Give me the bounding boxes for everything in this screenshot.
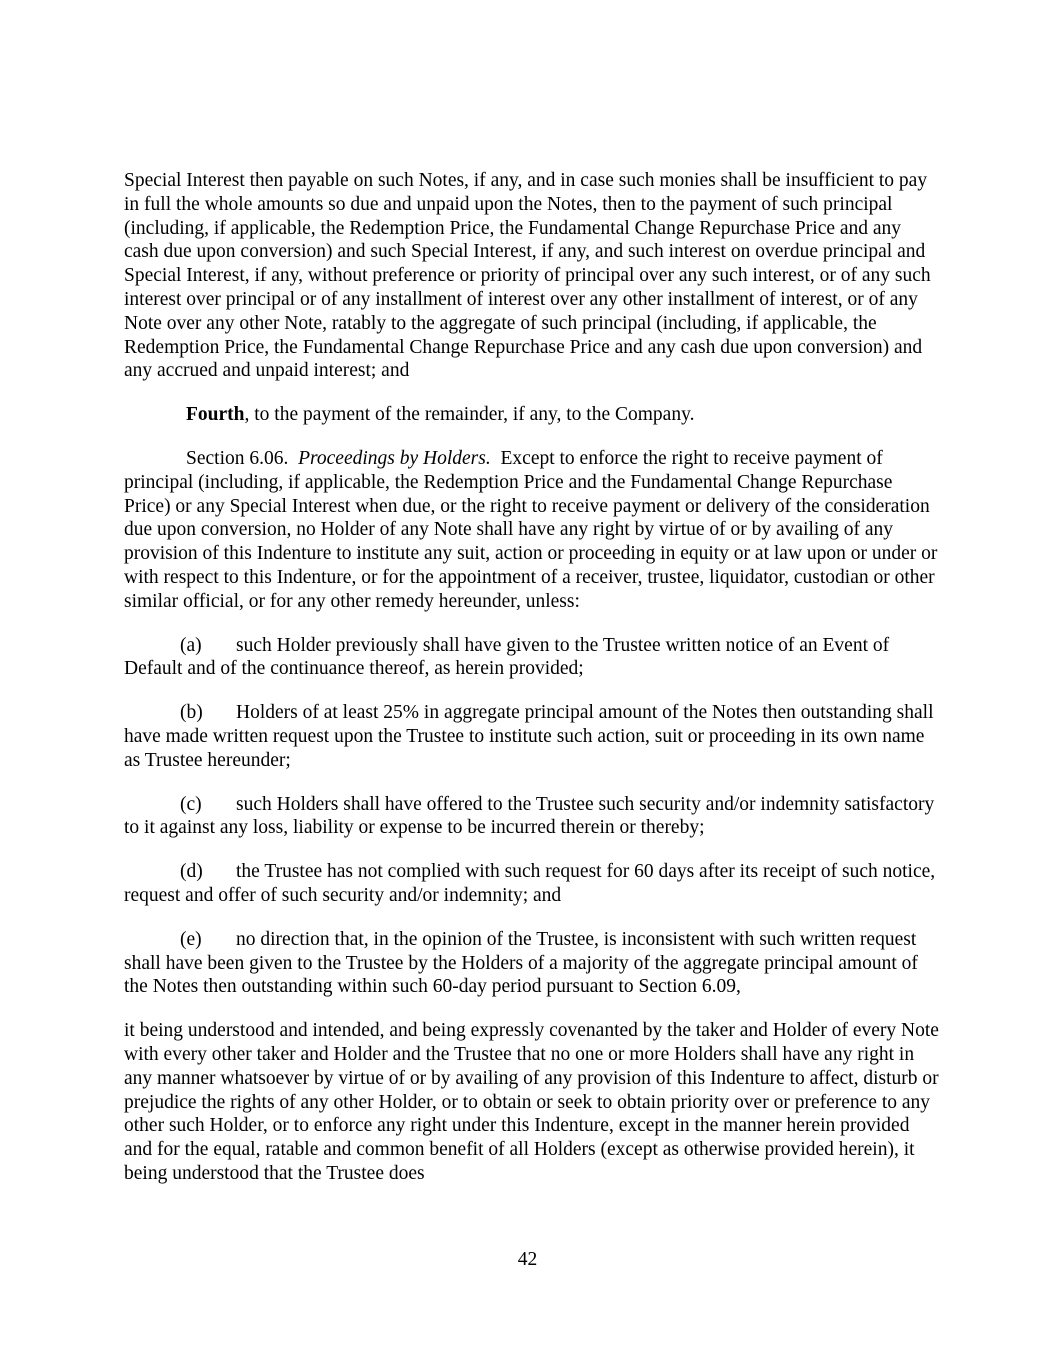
item-text: Holders of at least 25% in aggregate principal amount of the Notes then outstanding shall have made written request upon the Trustee to institute such action, suit or proceeding in its own name as Trustee hereunder; [124, 702, 934, 771]
list-item-b [124, 701, 940, 772]
item-text: the Trustee has not complied with such request for 60 days after its receipt of such notice, request and offer of such security and/or indemnity; and [124, 861, 936, 906]
list-item-d [124, 860, 940, 908]
section-number: Section 6.06. [186, 447, 289, 469]
list-item-a [124, 634, 940, 682]
section-6-06 [124, 447, 940, 614]
item-label: (e) [180, 928, 202, 950]
item-text: such Holders shall have offered to the Trustee such security and/or indemnity satisfactory to it against any loss, liability or expense to be incurred therein or thereby; [124, 793, 935, 839]
section-text: Except to enforce the right to receive payment of principal (including, if applicable, the Redemption Price and the Fundamental Change Repurchase Price) or any Special Interest when due, or the right to receive payment or delivery of the consideration due upon conversion, no Holder of any Note shall have any right by virtue of or by availing of any provision of this Indenture to institute any suit, action or proceeding in equity or at law upon or under or with respect to this Indenture, or for the appointment of a receiver, trustee, liquidator, custodian or other similar official, or for any other remedy hereunder, unless: [124, 447, 938, 612]
item-label: (b) [180, 702, 203, 724]
item-label: (c) [180, 793, 202, 815]
fourth-text: , to the payment of the remainder, if any, to the Company. [244, 404, 695, 426]
paragraph-fourth [124, 403, 940, 427]
paragraph-closing: it being understood and intended, and being expressly covenanted by the taker and Holder of every Note with every other taker and Holder and the Trustee that no one or more Holders shall have any right in any manner whatsoever by virtue of or by availing of any provision of this Indenture to affect, disturb or prejudice the rights of any other Holder, or to obtain or seek to obtain priority over or preference to any other such Holder, or to enforce any right under this Indenture, except in the manner herein provided and for the equal, ratable and common benefit of all Holders (except as otherwise provided herein), it being understood that the Trustee does [124, 1020, 939, 1184]
paragraph-continuation: Special Interest then payable on such Notes, if any, and in case such monies shall be insufficient to pay in full the whole amounts so due and unpaid upon the Notes, then to the payment of such principal (including, if applicable, the Redemption Price, the Fundamental Change Repurchase Price and any cash due upon conversion) and such Special Interest, if any, and such interest on overdue principal and Special Interest, if any, without preference or priority of principal over any such interest, or of any such interest over principal or of any installment of interest over any other installment of interest, or of any Note over any other Note, ratably to the aggregate of such principal (including, if applicable, the Redemption Price, the Fundamental Change Repurchase Price and any cash due upon conversion) and any accrued and unpaid interest; and [124, 170, 931, 382]
section-title: Proceedings by Holders. [298, 447, 491, 469]
list-item-e [124, 928, 940, 999]
page-number: 42 [517, 1249, 538, 1270]
fourth-label: Fourth [186, 404, 245, 426]
document-body [124, 169, 940, 1186]
item-text: such Holder previously shall have given to the Trustee written notice of an Event of Default and of the continuance thereof, as herein provided; [124, 634, 890, 680]
item-text: no direction that, in the opinion of the Trustee, is inconsistent with such written request shall have been given to the Trustee by the Holders of a majority of the aggregate principal amount of the Notes then outstanding within such 60-day period pursuant to Section 6.09, [124, 928, 918, 998]
item-label: (a) [180, 634, 202, 656]
item-label: (d) [180, 861, 203, 883]
list-item-c [124, 793, 940, 841]
